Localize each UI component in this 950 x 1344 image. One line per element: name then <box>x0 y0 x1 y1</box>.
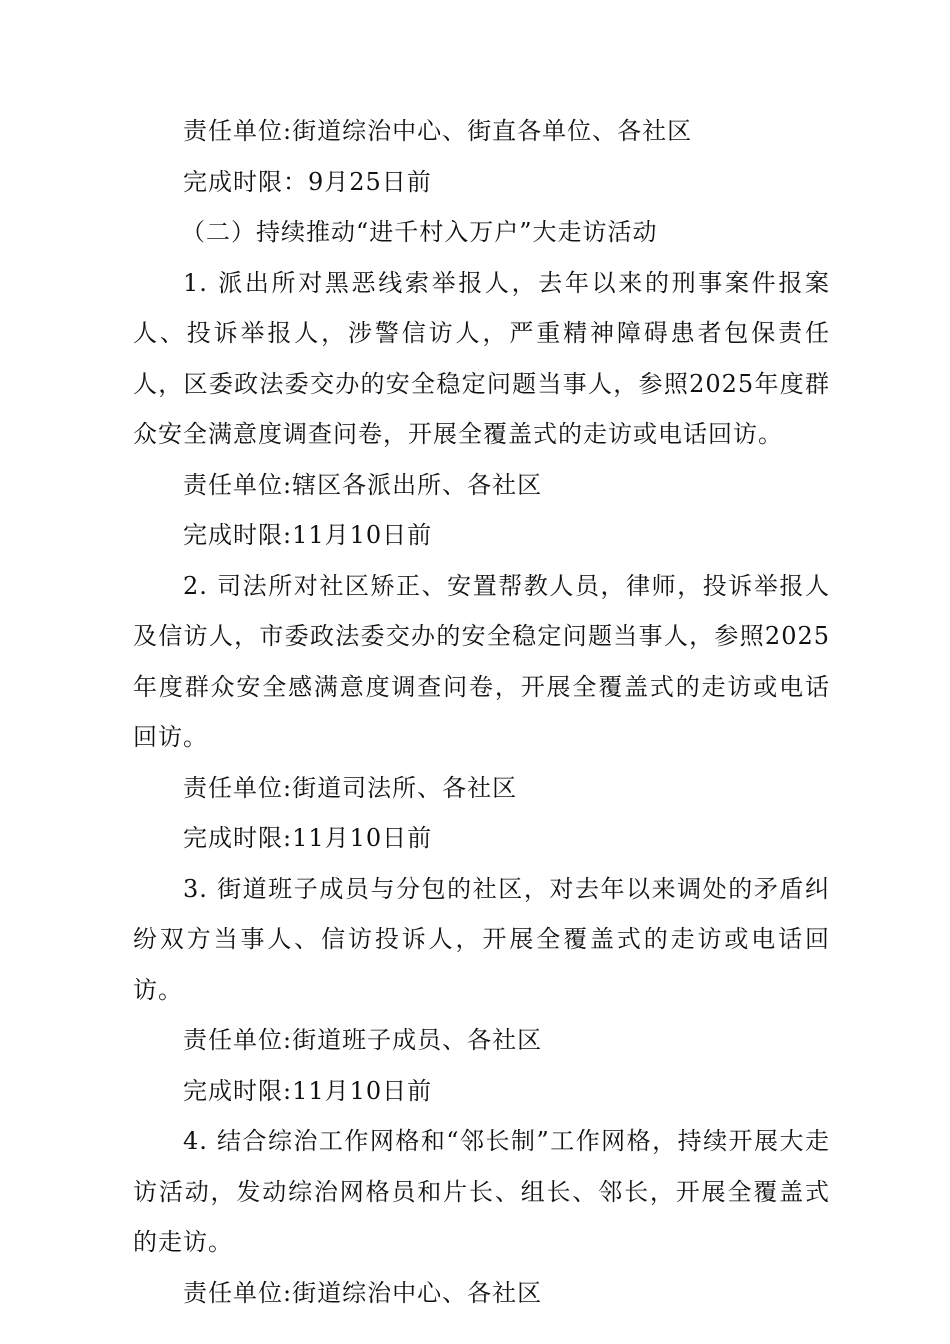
deadline-line: 完成时限：9月25日前 <box>183 167 432 196</box>
responsible-unit-line: 责任单位:街道综治中心、各社区 <box>183 1278 543 1307</box>
responsible-unit-line: 责任单位:街道班子成员、各社区 <box>183 1026 543 1054</box>
deadline-line: 完成时限:11月10日前 <box>183 1076 433 1105</box>
responsible-unit-line: 责任单位:街道司法所、各社区 <box>183 773 518 802</box>
responsible-unit-line: 责任单位:辖区各派出所、各社区 <box>183 470 543 499</box>
section-heading: （二）持续推动“进千村入万户”大走访活动 <box>181 218 658 246</box>
item-paragraph: 1. 派出所对黑恶线索举报人，去年以来的刑事案件报案人、投诉举报人，涉警信访人，严重精神障碍患者包保责任人，区委政法委交办的安全稳定问题当事人，参照2025年度群众安全满意度调查问卷，开展全覆盖式的走访或电话回访。 <box>133 268 830 448</box>
item-paragraph: 2. 司法所对社区矫正、安置帮教人员，律师，投诉举报人及信访人，市委政法委交办的安全稳定问题当事人，参照2025年度群众安全感满意度调查问卷，开展全覆盖式的走访或电话回访。 <box>133 571 830 751</box>
responsible-unit-line: 责任单位:街道综治中心、街直各单位、各社区 <box>183 117 693 145</box>
item-paragraph: 4. 结合综治工作网格和“邻长制”工作网格，持续开展大走访活动，发动综治网格员和片长、组长、邻长，开展全覆盖式的走访。 <box>133 1127 830 1256</box>
item-paragraph: 3. 街道班子成员与分包的社区，对去年以来调处的矛盾纠纷双方当事人、信访投诉人，开展全覆盖式的走访或电话回访。 <box>133 874 830 1004</box>
deadline-line: 完成时限:11月10日前 <box>183 521 433 549</box>
document-body <box>133 106 830 1318</box>
deadline-line: 完成时限:11月10日前 <box>183 824 433 852</box>
